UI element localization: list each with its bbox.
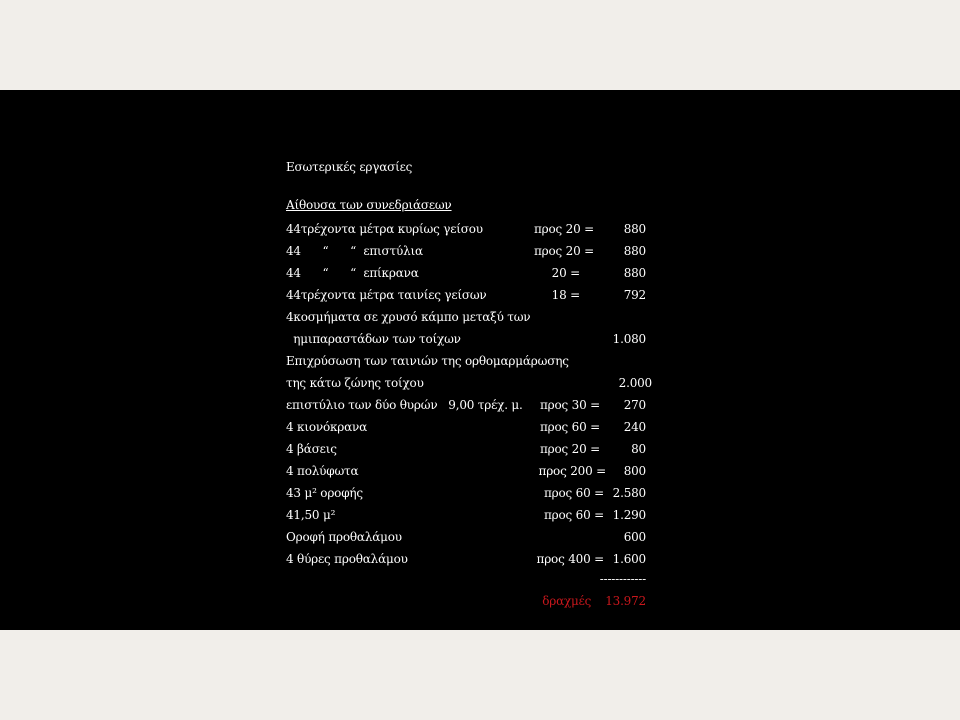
row-amount: 240 [623, 420, 646, 434]
row-amount: 1.600 [612, 552, 646, 566]
row-description: 4 βάσεις [286, 442, 337, 456]
row-amount: 1.290 [612, 508, 646, 522]
row-description: Επιχρύσωση των ταινιών της ορθομαρμάρωσης [286, 354, 569, 368]
row-rate: προς 20 = [539, 442, 600, 456]
row-description: της κάτω ζώνης τοίχου [286, 376, 424, 390]
row-description: 43 μ² οροφής [286, 486, 363, 500]
row-amount: 270 [623, 398, 646, 412]
table-row [286, 420, 666, 436]
row-rate: προς 400 = [536, 552, 604, 566]
slide [0, 90, 960, 630]
row-rate: προς 60 = [543, 486, 604, 500]
row-amount: 2.000 [618, 376, 652, 390]
row-description: επιστύλιο των δύο θυρών 9,00 τρέχ. μ. [286, 398, 523, 412]
row-amount: 2.580 [612, 486, 646, 500]
row-rate: 18 = [551, 288, 580, 302]
row-rate: προς 60 = [539, 420, 600, 434]
table-row [286, 222, 666, 238]
table-row [286, 552, 666, 568]
row-description: 44τρέχοντα μέτρα κυρίως γείσου [286, 222, 483, 236]
table-row [286, 266, 666, 282]
row-description: 44 “ “ επιστύλια [286, 244, 423, 258]
table-row [286, 442, 666, 458]
row-description: 4κοσμήματα σε χρυσό κάμπο μεταξύ των [286, 310, 531, 324]
table-row [286, 530, 666, 546]
row-amount: 880 [623, 222, 646, 236]
table-row [286, 288, 666, 304]
row-amount: 880 [623, 244, 646, 258]
row-description: 4 κιονόκρανα [286, 420, 368, 434]
row-description: 4 πολύφωτα [286, 464, 359, 478]
row-amount: 792 [623, 288, 646, 302]
total-amount: 13.972 [605, 594, 646, 608]
row-description: 44τρέχοντα μέτρα ταινίες γείσων [286, 288, 487, 302]
section-heading: Αίθουσα των συνεδριάσεων [286, 198, 452, 212]
row-amount: 800 [623, 464, 646, 478]
row-description: ημιπαραστάδων των τοίχων [286, 332, 461, 346]
table-row [286, 332, 666, 348]
total-label: δραχμές [542, 594, 592, 608]
row-rate: προς 30 = [539, 398, 600, 412]
row-description: 41,50 μ² [286, 508, 336, 522]
row-amount: 600 [623, 530, 646, 544]
table-row [286, 376, 666, 392]
row-rate: προς 200 = [538, 464, 606, 478]
row-rate: προς 20 = [533, 244, 594, 258]
sum-separator: ------------ [599, 572, 646, 586]
table-row [286, 486, 666, 502]
row-rate: προς 20 = [533, 222, 594, 236]
table-row [286, 354, 666, 370]
table-row [286, 310, 666, 326]
row-description: Οροφή προθαλάμου [286, 530, 402, 544]
row-amount: 1.080 [612, 332, 646, 346]
row-rate: προς 60 = [543, 508, 604, 522]
table-row [286, 244, 666, 260]
document-title: Εσωτερικές εργασίες [286, 160, 413, 174]
row-amount: 80 [631, 442, 646, 456]
row-description: 4 θύρες προθαλάμου [286, 552, 408, 566]
row-description: 44 “ “ επίκρανα [286, 266, 419, 280]
row-rate: 20 = [551, 266, 580, 280]
table-row [286, 398, 666, 414]
table-row [286, 464, 666, 480]
total-line [542, 594, 646, 608]
table-row [286, 508, 666, 524]
row-amount: 880 [623, 266, 646, 280]
